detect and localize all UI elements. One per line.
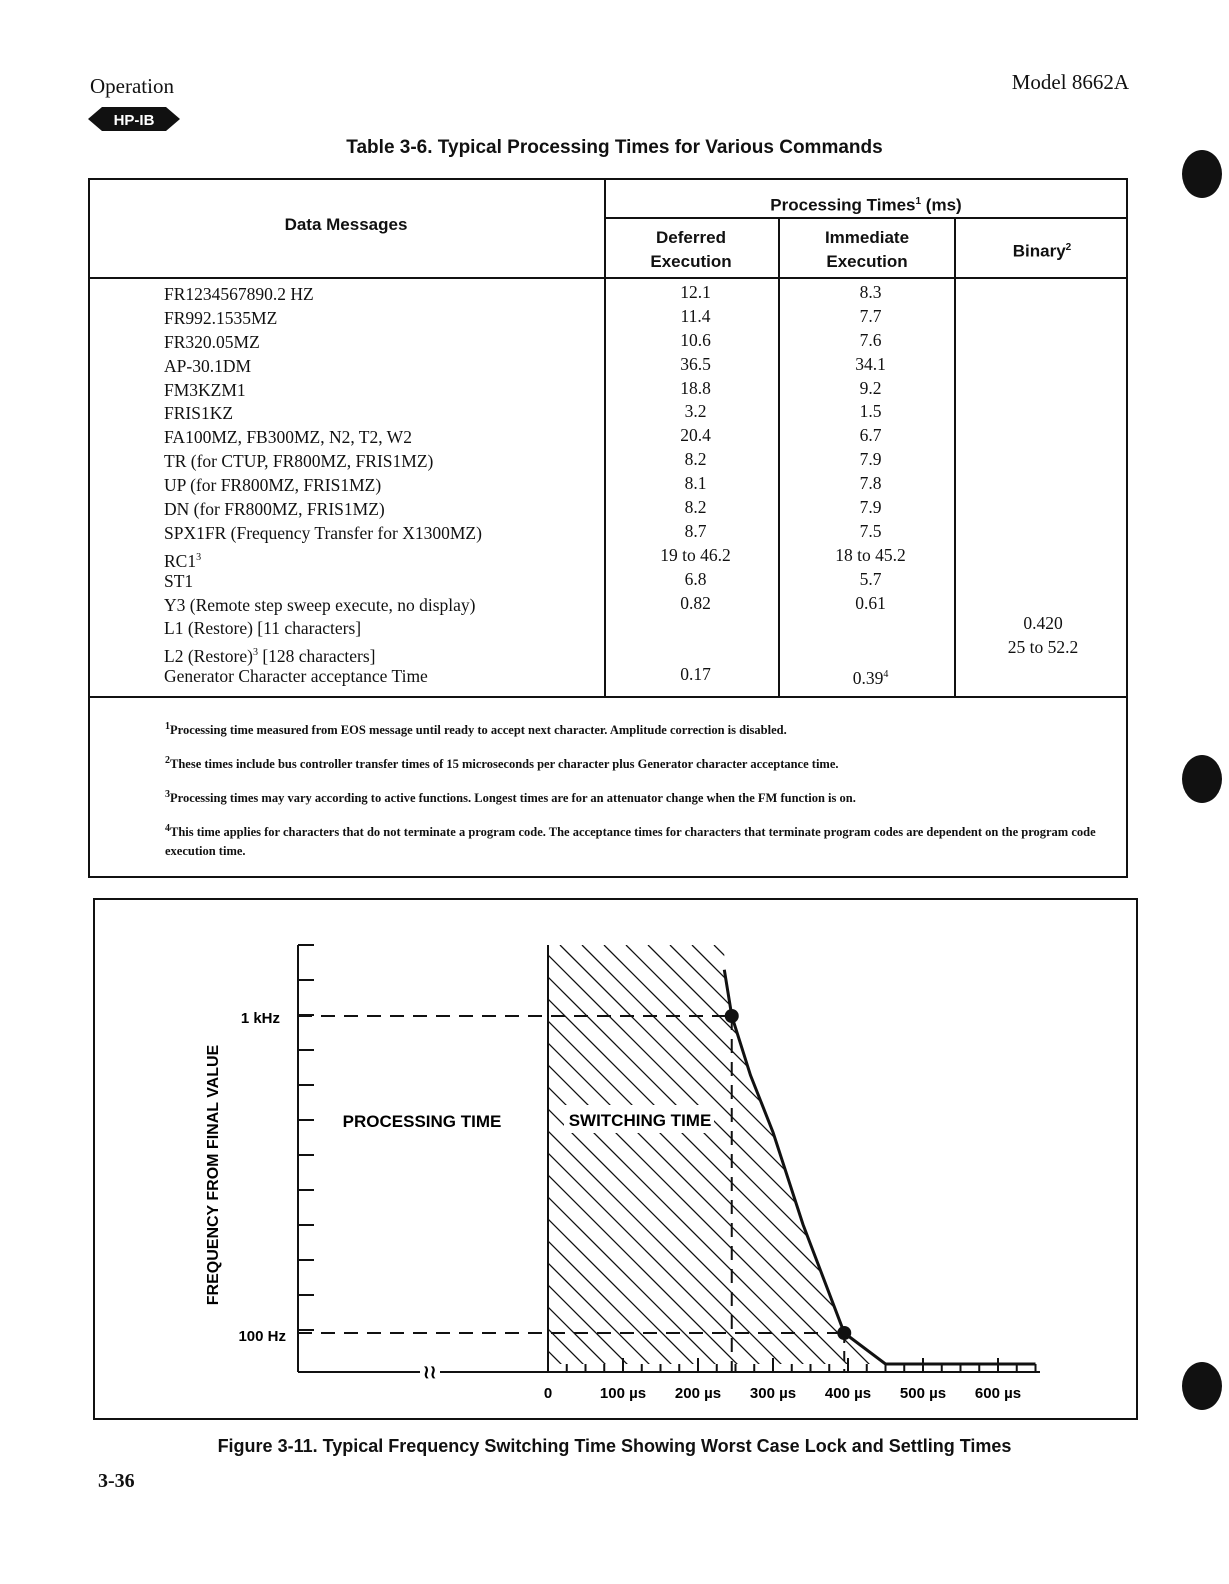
hatch-line: [274, 945, 704, 1375]
table-cell: 9.2: [859, 377, 882, 398]
message-text: FR320.05MZ: [164, 331, 260, 352]
hatch-line: [1110, 945, 1229, 1375]
x-tick-label: 0: [543, 1385, 553, 1402]
header-immediate-line1: Immediate: [824, 228, 910, 247]
table-cell: 18.8: [680, 377, 711, 398]
table-cell: 0.82: [680, 592, 711, 613]
footnote-ref: 3: [196, 551, 202, 563]
x-tick-labels: [544, 1385, 1021, 1402]
table-title: Table 3-6. Typical Processing Times for Various Commands: [346, 137, 883, 158]
hatch-line: [890, 945, 1229, 1375]
x-tick-label: 100 µs: [599, 1385, 647, 1402]
table-cell: 36.5: [680, 353, 711, 374]
data-point-100hz: [837, 1326, 851, 1340]
table-cell: 7.9: [859, 449, 882, 470]
hatch-line: [560, 945, 990, 1375]
hatch-line: [846, 945, 1229, 1375]
table-cell: 7.9: [859, 497, 882, 518]
hatch-line: [120, 945, 550, 1375]
hatch-line: [450, 945, 880, 1375]
message-text: DN (for FR800MZ, FRIS1MZ): [164, 499, 385, 520]
x-tick-label: 600 µs: [974, 1385, 1022, 1402]
data-point-1khz: [725, 1009, 739, 1023]
message-text: UP (for FR800MZ, FRIS1MZ): [164, 475, 382, 496]
table-cell: 10.6: [680, 329, 711, 350]
hatch-line: [494, 945, 924, 1375]
hatch-line: [956, 945, 1229, 1375]
binder-hole-mark: [1182, 755, 1222, 803]
hatch-line: [1066, 945, 1229, 1375]
hatch-line: [318, 945, 748, 1375]
header-binary-label: Binary: [1012, 241, 1066, 261]
y-axis-ticks: [298, 945, 314, 1330]
hatch-line: [362, 945, 792, 1375]
table-cell: 7.5: [859, 520, 882, 541]
hatch-line: [1044, 945, 1229, 1375]
hatch-line: [648, 945, 1078, 1375]
model-number: Model 8662A: [1011, 70, 1129, 94]
table-cell: 8.3: [859, 282, 882, 302]
footnote-number: 1: [165, 721, 170, 732]
table-cell: 0.420: [1023, 613, 1063, 633]
message-text: L2 (Restore): [164, 646, 253, 667]
table-cell: 20.4: [680, 425, 711, 446]
header-deferred-line2: Execution: [650, 252, 732, 271]
hatch-line: [626, 945, 1056, 1375]
footnote-number: 2: [165, 755, 170, 767]
message-text: FR992.1535MZ: [164, 307, 278, 328]
hatch-line: [1132, 945, 1229, 1375]
table-cell: 0.61: [855, 592, 886, 613]
hatch-line: [758, 945, 1188, 1375]
hatch-line: [868, 945, 1229, 1375]
table-cell: 7.8: [859, 473, 882, 494]
table-cell: 8.1: [684, 473, 707, 494]
table-cell: 8.2: [684, 497, 707, 518]
hatch-line: [582, 945, 1012, 1375]
binder-hole-mark: [1182, 1362, 1222, 1410]
section-title: Operation: [90, 74, 174, 98]
table-cell: 1.5: [859, 401, 882, 422]
hatch-line: [1022, 945, 1229, 1375]
hatch-line: [604, 945, 1034, 1375]
hatch-line: [252, 945, 682, 1375]
message-text: L1 (Restore) [11 characters]: [164, 618, 362, 639]
table-cell: 7.6: [859, 329, 882, 350]
header-processing-units: (ms): [925, 195, 962, 215]
table-cell: 25 to 52.2: [1007, 636, 1079, 657]
hatch-line: [340, 945, 770, 1375]
hatch-line: [384, 945, 814, 1375]
y-tick-label-100hz: 100 Hz: [238, 1328, 286, 1345]
header-data-messages: Data Messages: [284, 215, 408, 234]
message-text: FRIS1KZ: [164, 403, 234, 424]
footnote-text: Processing times may vary according to active functions. Longest times are for an attenuator change when the FM function is on.: [170, 791, 856, 806]
footnote-ref: 3: [252, 647, 258, 659]
hatch-line: [714, 945, 1144, 1375]
table-cell: 6.7: [859, 425, 882, 446]
table-cell: 11.4: [680, 305, 711, 326]
hatch-line: [670, 945, 1100, 1375]
footnote-number: 3: [165, 789, 170, 801]
y-axis-label: FREQUENCY FROM FINAL VALUE: [205, 1044, 222, 1306]
hatch-line: [1000, 945, 1229, 1375]
header-immediate-line2: Execution: [826, 252, 908, 271]
hatch-line: [230, 945, 660, 1375]
table-cell: 6.8: [684, 568, 707, 589]
hatch-line: [296, 945, 726, 1375]
table-cell: 5.7: [859, 568, 882, 589]
x-tick-label: 300 µs: [749, 1385, 797, 1402]
hatch-line: [736, 945, 1166, 1375]
series-line-settling: [724, 970, 1035, 1364]
badge-label: HP-IB: [113, 112, 155, 129]
message-text: SPX1FR (Frequency Transfer for X1300MZ): [164, 522, 482, 543]
message-suffix: [128 characters]: [257, 646, 376, 667]
hatch-line: [98, 945, 528, 1375]
message-text: AP-30.1DM: [164, 355, 252, 376]
hatch-line: [538, 945, 968, 1375]
table-cell: 3.2: [684, 401, 707, 422]
hatch-line: [428, 945, 858, 1375]
hatch-line: [780, 945, 1210, 1375]
region-label-processing: PROCESSING TIME: [342, 1112, 502, 1131]
y-tick-label-1khz: 1 kHz: [240, 1010, 280, 1027]
table-cell: 19 to 46.2: [660, 544, 731, 565]
x-tick-label: 400 µs: [824, 1385, 872, 1402]
hatch-line: [824, 945, 1229, 1375]
binder-hole-mark: [1182, 150, 1222, 198]
figure-caption: Figure 3-11. Typical Frequency Switching Time Showing Worst Case Lock and Settling Times: [217, 1436, 1012, 1456]
footnote-ref: 1: [915, 196, 922, 207]
header-deferred-line1: Deferred: [656, 228, 726, 247]
footnote-text: Processing time measured from EOS message until ready to accept next character. Amplitude correction is disabled.: [170, 723, 787, 738]
hatch-line: [802, 945, 1229, 1375]
header-processing-times-label: Processing Times: [770, 195, 916, 215]
message-text: ST1: [164, 570, 194, 591]
footnote-number: 4: [165, 823, 170, 835]
footnote-text: These times include bus controller transfer times of 15 microseconds per character plus Generator character acceptance time.: [170, 757, 839, 772]
message-text: FR1234567890.2 HZ: [164, 284, 314, 304]
footnote-text: This time applies for characters that do not terminate a program code. The acceptance times for characters that terminate program codes are dependent on the program code execution time.: [165, 825, 1096, 858]
table-cell: 18 to 45.2: [835, 544, 906, 565]
table-cell: 12.1: [680, 282, 711, 302]
table-cell-value: 0.39: [852, 668, 884, 689]
message-text: FM3KZM1: [164, 379, 246, 400]
region-label-switching: SWITCHING TIME: [568, 1111, 712, 1130]
table-cell: 8.7: [684, 520, 707, 541]
x-tick-label: 200 µs: [674, 1385, 722, 1402]
hatch-line: [472, 945, 902, 1375]
hatch-line: [164, 945, 594, 1375]
message-text: TR (for CTUP, FR800MZ, FRIS1MZ): [164, 451, 434, 472]
hatch-line: [912, 945, 1229, 1375]
footnote-ref: 4: [883, 669, 889, 681]
footnote-ref: 2: [1065, 242, 1072, 253]
hatch-line: [978, 945, 1229, 1375]
hatch-line: [1088, 945, 1229, 1375]
page-number: 3-36: [98, 1470, 135, 1492]
message-text: Generator Character acceptance Time: [164, 666, 428, 687]
x-tick-label: 500 µs: [899, 1385, 947, 1402]
message-text: RC1: [164, 550, 197, 571]
table-cell: 34.1: [855, 353, 886, 374]
hatch-line: [692, 945, 1122, 1375]
message-text: Y3 (Remote step sweep execute, no display): [164, 594, 476, 615]
message-text: FA100MZ, FB300MZ, N2, T2, W2: [164, 427, 412, 448]
table-cell: 0.17: [680, 664, 711, 685]
axis-break-icon: ≀≀: [423, 1362, 437, 1382]
table-cell: 8.2: [684, 449, 707, 470]
hatch-line: [406, 945, 836, 1375]
hatch-line: [934, 945, 1229, 1375]
table-cell: 7.7: [859, 305, 882, 326]
